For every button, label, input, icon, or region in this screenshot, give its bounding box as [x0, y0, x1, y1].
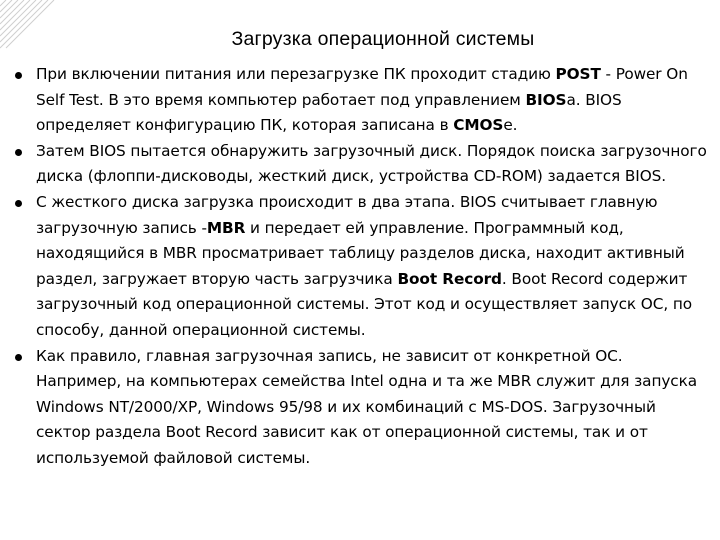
text-segment: При включении питания или перезагрузке ПК проходит стадию — [36, 65, 556, 83]
text-segment: С жесткого диска загрузка происходит в два этапа. BIOS считывает главную загрузочную запись - — [36, 192, 658, 237]
text-segment-bold: POST — [555, 65, 601, 83]
bullet-item — [12, 139, 708, 190]
text-segment-bold: BIOS — [525, 90, 567, 109]
bullet-dot-icon — [15, 354, 22, 361]
text-segment: Затем BIOS пытается обнаружить загрузочный диск. Порядок поиска загрузочного диска (флоппи-дисководы, жесткий диск, устройства CD-ROM) задается BIOS. — [36, 141, 707, 186]
text-segment: - Power On Self Test. В это время компьютер работает под управлением — [36, 65, 688, 109]
bullet-dot-icon — [15, 200, 22, 207]
bullet-item — [12, 344, 708, 472]
text-segment-bold: MBR — [206, 218, 246, 237]
text-segment: Как правило, главная загрузочная запись, не зависит от конкретной ОС. Например, на компьютерах семейства Intel одна и та же MBR служит для запуска Windows NT/2000/XP, Windows 95/98 и их комбинаций с MS-DOS. Загрузочный сектор раздела Boot Record зависит как от операционной системы, так и от используемой файловой системы. — [36, 346, 698, 467]
text-segment-bold: Boot Record — [397, 269, 502, 288]
text-segment: и передает ей управление. Программный код, находящийся в MBR просматривает таблицу разделов диска, находит активный раздел, загружает вторую часть загрузчика — [36, 218, 685, 288]
text-segment-bold: CMOS — [453, 116, 504, 135]
bullet-list — [12, 62, 708, 472]
page-title: Загрузка операционной системы — [231, 28, 535, 50]
text-segment: е. — [503, 116, 518, 135]
bullet-dot-icon — [15, 72, 22, 79]
text-segment: . Boot Record содержит загрузочный код операционной системы. Этот код и осуществляет запуск ОС, по способу, данной операционной системы. — [36, 269, 693, 339]
bullet-item — [12, 62, 708, 139]
text-segment: a. BIOS определяет конфигурацию ПК, которая записана в — [36, 90, 622, 135]
bullet-dot-icon — [15, 149, 22, 156]
bullet-item — [12, 190, 708, 344]
